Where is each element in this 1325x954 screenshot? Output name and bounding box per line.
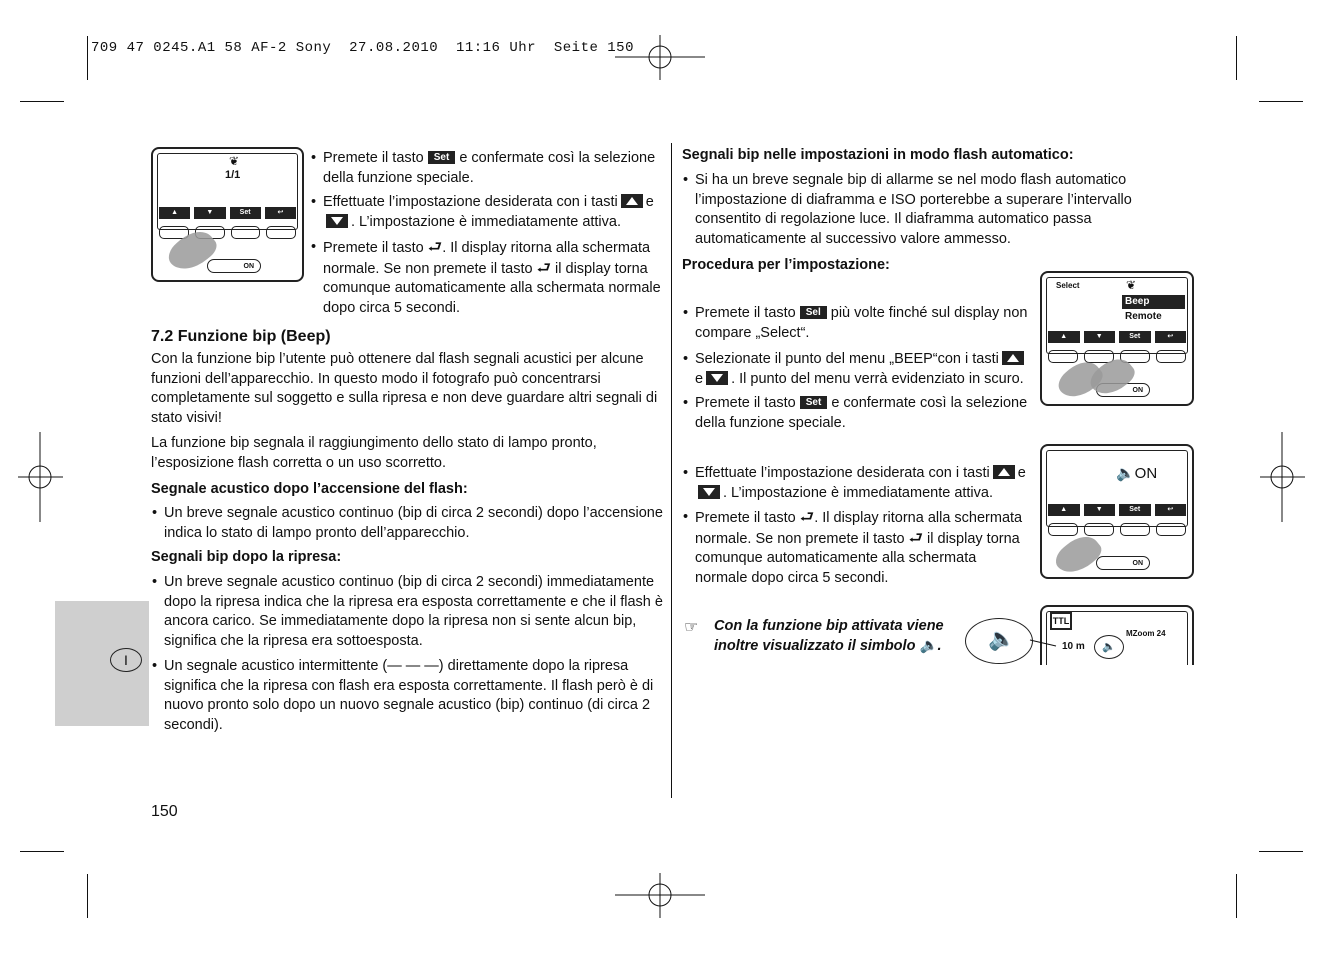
return-key-icon: ⮐ bbox=[908, 529, 923, 547]
return-key-icon: ⮐ bbox=[536, 259, 551, 277]
subheading: Procedura per l’impostazione: bbox=[682, 257, 890, 273]
set-label: Set bbox=[1119, 504, 1151, 516]
list-item: • Un breve segnale acustico continuo (bip di circa 2 secondi) immediatamente dopo la ripresa indica che la ripresa era esposta correttamente e che il flash è ancora carico. Se immediatamente dopo la ripresa non si sente alcun bip, significa che la ripresa era sottoesposta. bbox=[164, 573, 663, 651]
return-icon: ↩ bbox=[1155, 331, 1187, 343]
list-item: • Si ha un breve segnale bip di allarme se nel modo flash automatico l’impostazione di diaframma e ISO porterebbe a superare l’intervallo consentito di regolazione luce. Il diaframma automatico passa automaticamente al successivo valore ammesso. bbox=[695, 171, 1195, 249]
flash-display-illustration bbox=[1040, 605, 1194, 665]
down-arrow-icon: ▼ bbox=[194, 207, 225, 219]
softkey-labels bbox=[159, 207, 296, 219]
beep-on-display: 🔈ON bbox=[1116, 465, 1158, 482]
crop-mark bbox=[1236, 36, 1237, 80]
down-arrow-icon: ▼ bbox=[1084, 331, 1116, 343]
instruction-bullet: • Selezionate il punto del menu „BEEP“con i tasti e . Il punto del menu verrà evidenziato in scuro. bbox=[695, 350, 1030, 389]
list-item: • Un segnale acustico intermittente (— — —) direttamente dopo la ripresa significa che la ripresa con flash era esposta correttamente. Il flash però è di nuovo pronto solo dopo un nuovo segnale acustico (bip) continuo (di circa 2 secondi). bbox=[164, 657, 663, 735]
up-arrow-icon: ▲ bbox=[1048, 331, 1080, 343]
print-header: 709 47 0245.A1 58 AF-2 Sony 27.08.2010 11:16 Uhr Seite 150 bbox=[91, 40, 634, 56]
hand-pointer-icon: ☞ bbox=[684, 619, 699, 636]
set-key-icon: Set bbox=[800, 396, 828, 409]
flash-mode-icon: ❦ bbox=[229, 154, 240, 168]
distance-readout: 10 m bbox=[1062, 641, 1085, 652]
up-arrow-icon: ▲ bbox=[1048, 504, 1080, 516]
registration-target-icon bbox=[1260, 432, 1305, 522]
registration-target-icon bbox=[615, 873, 705, 918]
hardware-buttons bbox=[1048, 523, 1186, 536]
subheading: Segnali bip dopo la ripresa: bbox=[151, 549, 342, 565]
instruction-bullet: • Premete il tasto ⮐. Il display ritorna alla schermata normale. Se non premete il tasto ⮐ il display torna comunque automaticamente alla schermata normale dopo circa 5 secondi. bbox=[323, 238, 663, 318]
softkey-labels bbox=[1048, 504, 1186, 516]
language-label: I bbox=[110, 648, 142, 672]
crop-mark bbox=[1236, 874, 1237, 918]
instruction-bullet: • Premete il tasto Set e confermate così la selezione della funzione speciale. bbox=[323, 149, 663, 188]
down-key-icon bbox=[706, 371, 728, 385]
crop-mark bbox=[1259, 851, 1303, 852]
set-label: Set bbox=[1119, 331, 1151, 343]
sel-key-icon: Sel bbox=[800, 306, 827, 319]
crop-mark bbox=[20, 851, 64, 852]
crop-mark bbox=[87, 874, 88, 918]
flash-mode-icon: ❦ bbox=[1126, 278, 1137, 292]
subheading: Segnali bip nelle impostazioni in modo flash automatico: bbox=[682, 147, 1074, 163]
down-arrow-icon: ▼ bbox=[1084, 504, 1116, 516]
instruction-bullet: • Premete il tasto Set e confermate così la selezione della funzione speciale. bbox=[695, 394, 1030, 433]
set-key-icon: Set bbox=[428, 151, 456, 164]
set-label: Set bbox=[230, 207, 261, 219]
power-switch: ON bbox=[1096, 556, 1150, 570]
list-item: • Un breve segnale acustico continuo (bip di circa 2 secondi) dopo l’accensione indica lo stato di lampo pronto dell’apparecchio. bbox=[164, 504, 663, 543]
return-icon: ↩ bbox=[1155, 504, 1187, 516]
crop-mark bbox=[87, 36, 88, 80]
registration-target-icon bbox=[18, 432, 63, 522]
menu-select-title: Select bbox=[1056, 281, 1080, 290]
down-key-icon bbox=[698, 485, 720, 499]
up-key-icon bbox=[621, 194, 643, 208]
zoom-readout: MZoom 24 bbox=[1126, 629, 1166, 638]
up-key-icon bbox=[1002, 351, 1024, 365]
crop-mark bbox=[1259, 101, 1303, 102]
subheading: Segnale acustico dopo l’accensione del flash: bbox=[151, 481, 468, 497]
instruction-bullet: • Effettuate l’impostazione desiderata con i tasti e . L’impostazione è immediatamente attiva. bbox=[323, 193, 663, 232]
menu-item-remote: Remote bbox=[1125, 311, 1162, 322]
callout-line bbox=[1000, 628, 1060, 648]
return-key-icon: ⮐ bbox=[427, 239, 443, 256]
instruction-bullet: • Effettuate l’impostazione desiderata con i tasti e . L’impostazione è immediatamente attiva. bbox=[695, 464, 1035, 503]
menu-item-beep-selected: Beep bbox=[1122, 295, 1185, 309]
speaker-icon: 🔈 bbox=[1094, 635, 1124, 659]
return-key-icon: ⮐ bbox=[799, 509, 815, 526]
instruction-bullet: • Premete il tasto Sel più volte finché sul display non compare „Select“. bbox=[695, 304, 1030, 343]
up-arrow-icon: ▲ bbox=[159, 207, 190, 219]
power-switch: ON bbox=[207, 259, 261, 273]
instruction-bullet: • Premete il tasto ⮐. Il display ritorna alla schermata normale. Se non premete il tasto ⮐ il display torna comunque automaticamente alla schermata normale dopo circa 5 secondi. bbox=[695, 508, 1030, 588]
section-title: 7.2 Funzione bip (Beep) bbox=[151, 328, 331, 345]
note-text: Con la funzione bip attivata viene inoltre visualizzato il simbolo 🔈. bbox=[714, 618, 944, 654]
paragraph: Con la funzione bip l’utente può ottenere dal flash segnali acustici per alcune funzioni dell’apparecchio. In questo modo il fotografo può concentrarsi completamente sul soggetto e sulla ripresa e non deve guardare altri segnali di stato visivi! bbox=[151, 351, 658, 426]
crop-mark bbox=[20, 101, 64, 102]
softkey-labels bbox=[1048, 331, 1186, 343]
paragraph: La funzione bip segnala il raggiungimento dello stato di lampo pronto, l’esposizione flash corretta o un uso scorretto. bbox=[151, 435, 597, 471]
up-key-icon bbox=[993, 465, 1015, 479]
column-divider bbox=[671, 143, 672, 798]
return-icon: ↩ bbox=[265, 207, 296, 219]
power-switch: ON bbox=[1096, 383, 1150, 397]
hardware-buttons bbox=[159, 226, 296, 239]
language-tab bbox=[55, 601, 149, 726]
speaker-icon: 🔈 bbox=[988, 626, 1016, 651]
page-number: 150 bbox=[151, 803, 178, 820]
down-key-icon bbox=[326, 214, 348, 228]
ttl-icon: TTL bbox=[1050, 612, 1072, 630]
screen-page-indicator: 1/1 bbox=[225, 169, 241, 181]
